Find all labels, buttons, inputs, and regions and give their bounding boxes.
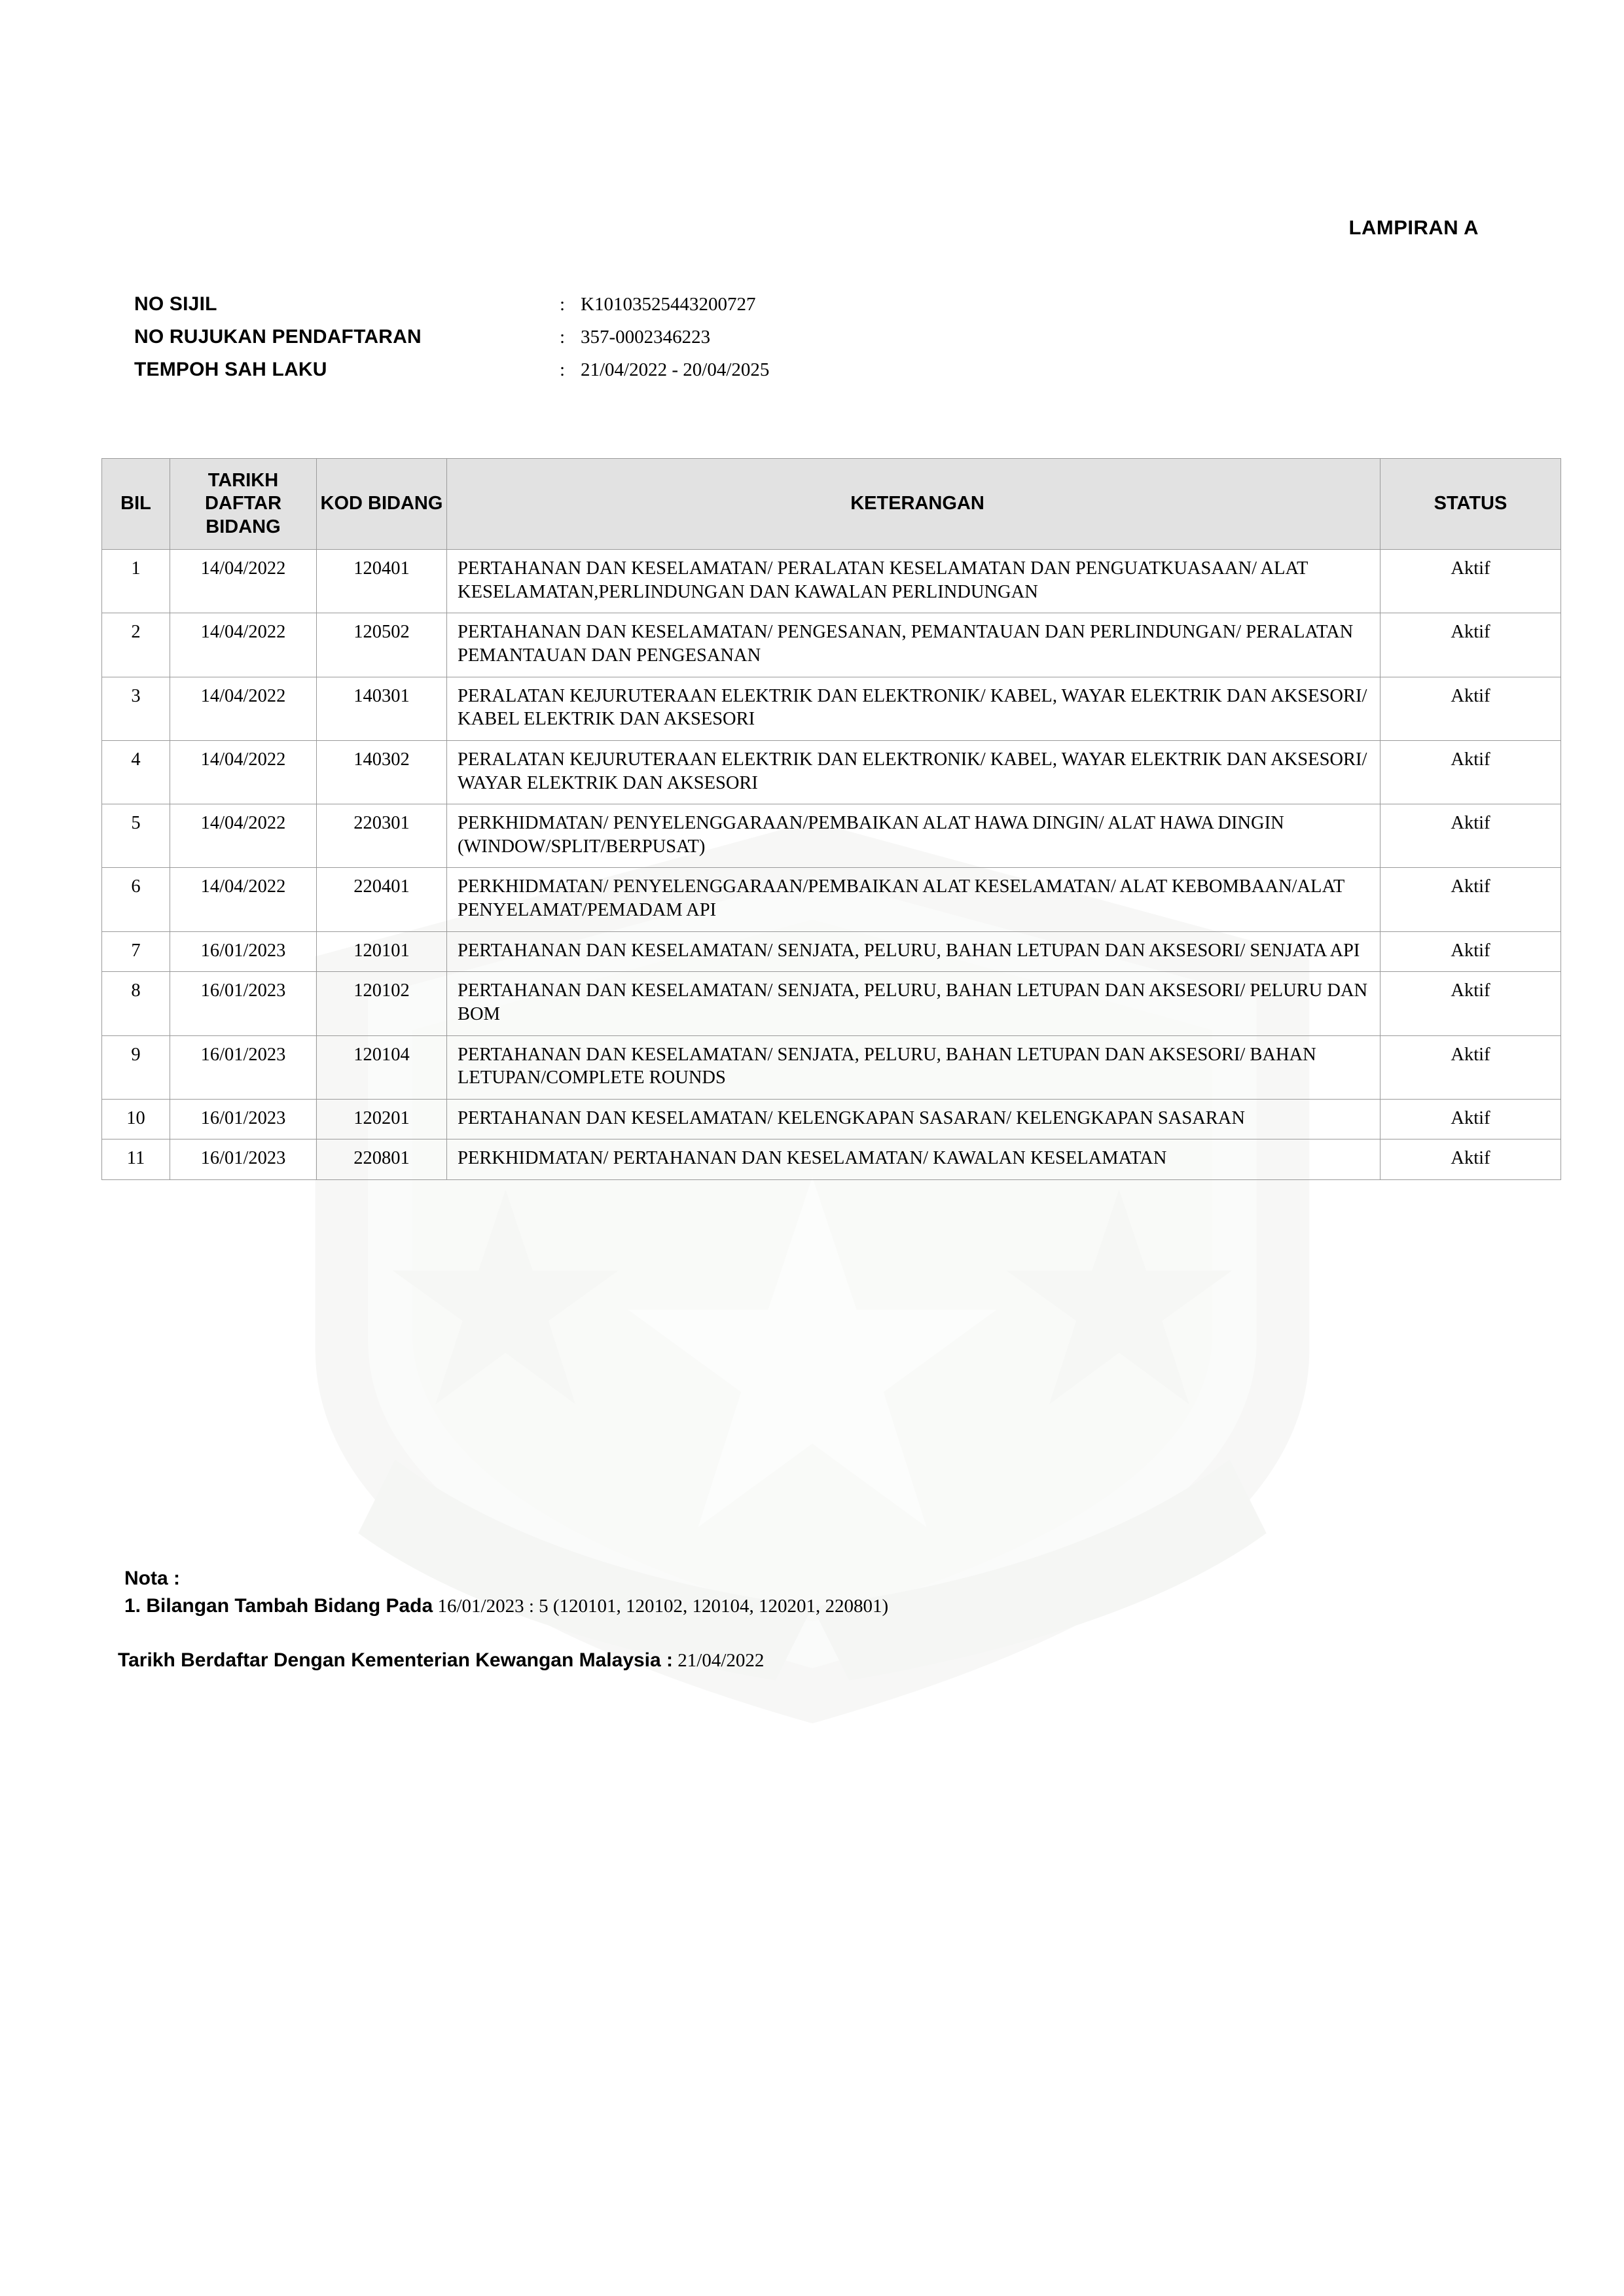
cell-bil: 7 (102, 931, 170, 972)
cell-keterangan: PERTAHANAN DAN KESELAMATAN/ SENJATA, PELURU, BAHAN LETUPAN DAN AKSESORI/ SENJATA API (447, 931, 1380, 972)
cell-kod: 120401 (317, 550, 447, 613)
cell-keterangan: PERKHIDMATAN/ PENYELENGGARAAN/PEMBAIKAN ALAT HAWA DINGIN/ ALAT HAWA DINGIN (WINDOW/SPLIT/BERPUSAT) (447, 804, 1380, 868)
meta-value-tempoh: 21/04/2022 - 20/04/2025 (581, 359, 770, 380)
table-header-row (102, 459, 1561, 550)
cell-bil: 6 (102, 868, 170, 931)
cell-keterangan: PERTAHANAN DAN KESELAMATAN/ SENJATA, PELURU, BAHAN LETUPAN DAN AKSESORI/ PELURU DAN BOM (447, 972, 1380, 1035)
cell-bil: 2 (102, 613, 170, 677)
cell-kod: 120104 (317, 1035, 447, 1099)
cell-status: Aktif (1380, 868, 1561, 931)
meta-colon: : (560, 359, 566, 380)
cell-kod: 140301 (317, 677, 447, 740)
table-row (102, 1035, 1561, 1099)
cell-status: Aktif (1380, 804, 1561, 868)
cell-tarikh: 14/04/2022 (170, 550, 317, 613)
cell-status: Aktif (1380, 677, 1561, 740)
table-row (102, 1139, 1561, 1180)
cell-bil: 9 (102, 1035, 170, 1099)
cell-kod: 140302 (317, 740, 447, 804)
meta-label-no-rujukan: NO RUJUKAN PENDAFTARAN (134, 326, 422, 348)
cell-kod: 220301 (317, 804, 447, 868)
cell-keterangan: PERTAHANAN DAN KESELAMATAN/ PERALATAN KESELAMATAN DAN PENGUATKUASAAN/ ALAT KESELAMATAN,PERLINDUNGAN DAN KAWALAN PERLINDUNGAN (447, 550, 1380, 613)
cell-bil: 10 (102, 1099, 170, 1139)
cell-status: Aktif (1380, 1099, 1561, 1139)
registration-line (118, 1649, 764, 1672)
meta-row (134, 293, 769, 315)
cell-status: Aktif (1380, 1035, 1561, 1099)
notes-item-1 (124, 1595, 888, 1617)
table-header (102, 459, 1561, 550)
notes-item-count: 5 (539, 1596, 549, 1617)
cell-status: Aktif (1380, 740, 1561, 804)
cell-tarikh: 14/04/2022 (170, 613, 317, 677)
cell-tarikh: 14/04/2022 (170, 677, 317, 740)
cell-keterangan: PERTAHANAN DAN KESELAMATAN/ PENGESANAN, PEMANTAUAN DAN PERLINDUNGAN/ PERALATAN PEMANTAUAN DAN PENGESANAN (447, 613, 1380, 677)
cell-tarikh: 16/01/2023 (170, 931, 317, 972)
meta-row (134, 326, 769, 348)
notes-item-colon: : (528, 1596, 534, 1617)
cell-keterangan: PERALATAN KEJURUTERAAN ELEKTRIK DAN ELEKTRONIK/ KABEL, WAYAR ELEKTRIK DAN AKSESORI/ KABEL ELEKTRIK DAN AKSESORI (447, 677, 1380, 740)
table-row (102, 550, 1561, 613)
cell-bil: 11 (102, 1139, 170, 1180)
column-header-keterangan: KETERANGAN (447, 459, 1380, 550)
table-row (102, 868, 1561, 931)
notes-item-date: 16/01/2023 (437, 1596, 524, 1617)
cell-tarikh: 14/04/2022 (170, 868, 317, 931)
registration-label: Tarikh Berdaftar Dengan Kementerian Kewangan Malaysia : (118, 1649, 674, 1671)
cell-bil: 3 (102, 677, 170, 740)
cell-kod: 120502 (317, 613, 447, 677)
cell-bil: 4 (102, 740, 170, 804)
meta-value-no-sijil: K10103525443200727 (581, 294, 756, 315)
cell-keterangan: PERKHIDMATAN/ PENYELENGGARAAN/PEMBAIKAN ALAT KESELAMATAN/ ALAT KEBOMBAAN/ALAT PENYELAMAT/PEMADAM API (447, 868, 1380, 931)
cell-kod: 120201 (317, 1099, 447, 1139)
column-header-bil: BIL (102, 459, 170, 550)
cell-kod: 120102 (317, 972, 447, 1035)
table-row (102, 931, 1561, 972)
table-body (102, 550, 1561, 1180)
meta-row (134, 359, 769, 381)
cell-kod: 220801 (317, 1139, 447, 1180)
cell-status: Aktif (1380, 931, 1561, 972)
cell-kod: 220401 (317, 868, 447, 931)
column-header-status: STATUS (1380, 459, 1561, 550)
meta-label-no-sijil: NO SIJIL (134, 293, 217, 315)
cell-status: Aktif (1380, 1139, 1561, 1180)
cell-status: Aktif (1380, 972, 1561, 1035)
meta-label-tempoh: TEMPOH SAH LAKU (134, 359, 327, 380)
table-row (102, 677, 1561, 740)
registration-value: 21/04/2022 (677, 1650, 765, 1671)
cell-kod: 120101 (317, 931, 447, 972)
cell-bil: 1 (102, 550, 170, 613)
table-row (102, 804, 1561, 868)
notes-item-codes: (120101, 120102, 120104, 120201, 220801) (552, 1596, 889, 1617)
meta-colon: : (560, 294, 566, 315)
table-row (102, 972, 1561, 1035)
cell-tarikh: 16/01/2023 (170, 972, 317, 1035)
cell-status: Aktif (1380, 613, 1561, 677)
cell-keterangan: PERTAHANAN DAN KESELAMATAN/ SENJATA, PELURU, BAHAN LETUPAN DAN AKSESORI/ BAHAN LETUPAN/COMPLETE ROUNDS (447, 1035, 1380, 1099)
cell-tarikh: 14/04/2022 (170, 740, 317, 804)
annex-label: LAMPIRAN A (1348, 216, 1479, 239)
table-row (102, 740, 1561, 804)
cell-bil: 8 (102, 972, 170, 1035)
cell-tarikh: 16/01/2023 (170, 1139, 317, 1180)
column-header-kod-bidang: KOD BIDANG (317, 459, 447, 550)
cell-keterangan: PERKHIDMATAN/ PERTAHANAN DAN KESELAMATAN/ KAWALAN KESELAMATAN (447, 1139, 1380, 1180)
meta-colon: : (560, 327, 566, 348)
notes-item-label: 1. Bilangan Tambah Bidang Pada (124, 1595, 433, 1617)
cell-keterangan: PERALATAN KEJURUTERAAN ELEKTRIK DAN ELEKTRONIK/ KABEL, WAYAR ELEKTRIK DAN AKSESORI/ WAYAR ELEKTRIK DAN AKSESORI (447, 740, 1380, 804)
meta-value-no-rujukan: 357-0002346223 (581, 327, 711, 348)
cell-bil: 5 (102, 804, 170, 868)
certificate-meta (134, 293, 769, 391)
cell-keterangan: PERTAHANAN DAN KESELAMATAN/ KELENGKAPAN SASARAN/ KELENGKAPAN SASARAN (447, 1099, 1380, 1139)
cell-tarikh: 16/01/2023 (170, 1035, 317, 1099)
cell-tarikh: 14/04/2022 (170, 804, 317, 868)
notes-title: Nota : (124, 1568, 180, 1589)
bidang-table (101, 458, 1561, 1180)
cell-status: Aktif (1380, 550, 1561, 613)
notes-section (124, 1568, 888, 1620)
table-row (102, 1099, 1561, 1139)
table-row (102, 613, 1561, 677)
column-header-tarikh-daftar-bidang: TARIKH DAFTAR BIDANG (170, 459, 317, 550)
cell-tarikh: 16/01/2023 (170, 1099, 317, 1139)
